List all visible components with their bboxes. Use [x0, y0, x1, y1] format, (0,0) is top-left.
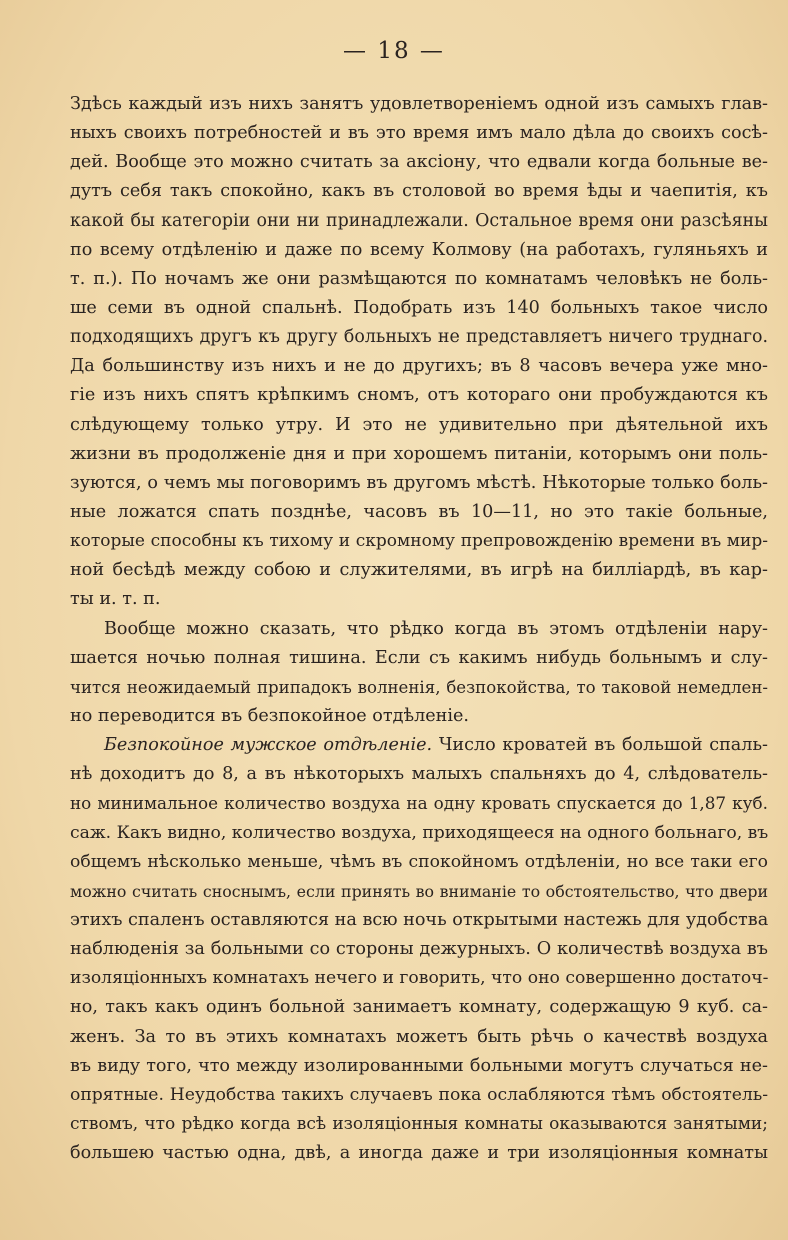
text-line: опрятные. Неудобства такихъ случаевъ пока ослабляются тѣмъ обстоятель-: [70, 1084, 768, 1105]
text-line: чится неожидаемый припадокъ волненія, безпокойства, то таковой немедлен-: [70, 677, 768, 697]
text-line: саж. Какъ видно, количество воздуха, приходящееся на одного больнаго, въ: [70, 822, 768, 843]
text-line: подходящихъ другъ къ другу больныхъ не представляетъ ничего труднаго.: [70, 327, 768, 348]
text-line: нѣ доходитъ до 8, а въ нѣкоторыхъ малыхъ спальняхъ до 4, слѣдователь-: [70, 764, 768, 785]
text-line: но минимальное количество воздуха на одну кровать спускается до 1,87 куб.: [70, 793, 768, 814]
text-line: [70, 731, 768, 760]
text-line: ствомъ, что рѣдко когда всѣ изоляціонныя комнаты оказываются занятыми;: [70, 1113, 768, 1134]
section-heading: Безпокойное мужское отдѣленіе.: [104, 735, 433, 756]
text-line: Вообще можно сказать, что рѣдко когда въ этомъ отдѣленіи нару-: [104, 618, 768, 639]
text-line: ше семи въ одной спальнѣ. Подобрать изъ 140 больныхъ такое число: [70, 297, 768, 318]
text-line: жизни въ продолженіе дня и при хорошемъ питаніи, которымъ они поль-: [70, 443, 768, 464]
text-line: наблюденія за больными со стороны дежурныхъ. О количествѣ воздуха въ: [70, 939, 768, 960]
page-number: — 18 —: [343, 38, 445, 64]
text-line: Да большинству изъ нихъ и не до другихъ; въ 8 часовъ вечера уже мно-: [70, 356, 768, 377]
text-line: дей. Вообще это можно считать за аксіону, что едвали когда больные ве-: [70, 152, 768, 173]
text-line: большею частью одна, двѣ, а иногда даже и три изоляціонныя комнаты: [70, 1143, 768, 1164]
text-line: Здѣсь каждый изъ нихъ занятъ удовлетвореніемъ одной изъ самыхъ глав-: [70, 94, 768, 114]
text-line: этихъ спаленъ оставляются на всю ночь открытыми настежь для удобства: [70, 909, 768, 930]
page-body: [70, 90, 768, 1168]
text-line: зуются, о чемъ мы поговоримъ въ другомъ мѣстѣ. Нѣкоторые только боль-: [70, 472, 768, 493]
text-line: ныхъ своихъ потребностей и въ это время имъ мало дѣла до своихъ сосѣ-: [70, 123, 768, 144]
text-line: но переводится въ безпокойное отдѣленіе.: [70, 705, 470, 726]
text-line: ты и. т. п.: [70, 589, 161, 610]
paragraph-3: [70, 731, 768, 1168]
text-line: но, такъ какъ одинъ больной занимаетъ комнату, содержащую 9 куб. са-: [70, 997, 768, 1018]
text-line: которые способны къ тихому и скромному препровожденію времени въ мир-: [70, 531, 768, 552]
text-line: какой бы категоріи они ни принадлежали. Остальное время они разсѣяны: [70, 210, 768, 231]
text-line: общемъ нѣсколько меньше, чѣмъ въ спокойномъ отдѣленіи, но все таки его: [70, 851, 768, 872]
text-line: по всему отдѣленію и даже по всему Колмову (на работахъ, гуляньяхъ и: [70, 239, 768, 260]
text-line: женъ. За то въ этихъ комнатахъ можетъ быть рѣчь о качествѣ воздуха: [70, 1026, 768, 1047]
text-line: дутъ себя такъ спокойно, какъ въ столовой во время ѣды и чаепитія, къ: [70, 181, 768, 202]
text-line: можно считать сноснымъ, если принять во вниманіе то обстоятельство, что двери: [70, 881, 768, 901]
text-line: т. п.). По ночамъ же они размѣщаются по комнатамъ человѣкъ не боль-: [70, 268, 768, 289]
text-line: ной бесѣдѣ между собою и служителями, въ игрѣ на билліардѣ, въ кар-: [70, 560, 768, 581]
paragraph-2: [70, 615, 768, 732]
text-line: слѣдующему только утру. И это не удивительно при дѣятельной ихъ: [70, 414, 768, 435]
paragraph-1: [70, 90, 768, 615]
text-line: въ виду того, что между изолированными больными могутъ случаться не-: [70, 1055, 768, 1076]
text-run: Число кроватей въ большой спаль-: [432, 735, 768, 756]
text-line: гіе изъ нихъ спятъ крѣпкимъ сномъ, отъ котораго они пробуждаются къ: [70, 385, 768, 406]
text-line: ные ложатся спать позднѣе, часовъ въ 10—11, но это такіе больные,: [70, 501, 768, 522]
text-line: шается ночью полная тишина. Если съ какимъ нибудь больнымъ и слу-: [70, 647, 768, 668]
text-line: изоляціонныхъ комнатахъ нечего и говорить, что оно совершенно достаточ-: [70, 968, 768, 989]
